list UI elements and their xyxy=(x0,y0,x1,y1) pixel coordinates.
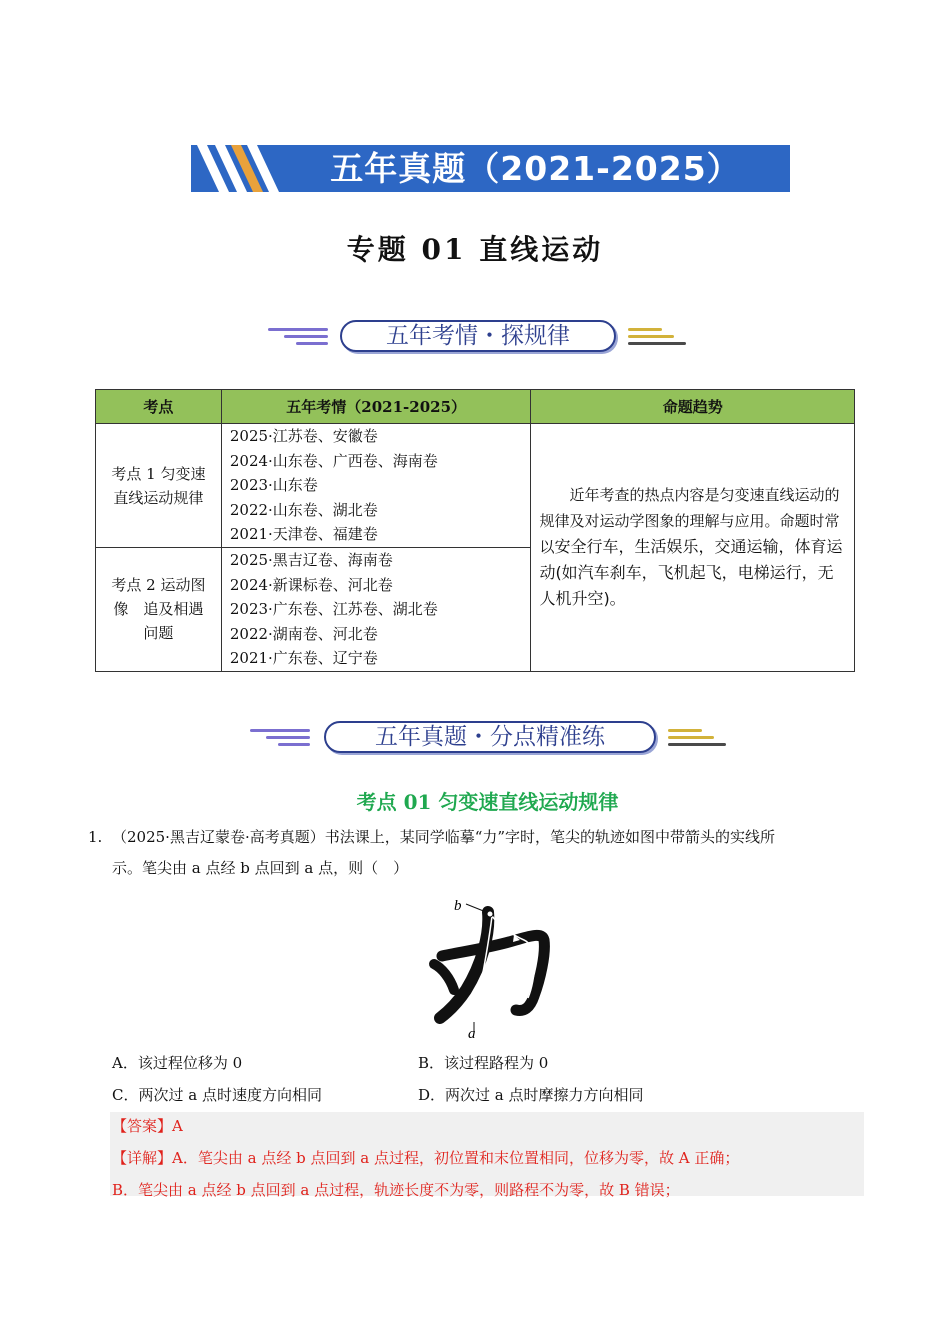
deco-line-left-1 xyxy=(250,729,310,732)
table-header-trend: 命题趋势 xyxy=(531,390,855,424)
kaodian-cell: 考点 2 运动图像 追及相遇问题 xyxy=(96,548,222,672)
year-line: 2021·天津卷、福建卷 xyxy=(229,525,378,544)
year-line: 2024·新课标卷、河北卷 xyxy=(229,575,393,594)
section-header-2 xyxy=(250,721,730,755)
year-line: 2022·山东卷、湖北卷 xyxy=(229,500,378,519)
detail-tag: 【详解】 xyxy=(112,1149,173,1167)
top-banner xyxy=(191,145,790,192)
option-b: B．该过程路程为 0 xyxy=(418,1054,549,1072)
trend-text-part1: 近年考查的热点内容是匀变速直线运动的规律及对运动学图象的理解与应用。命题时常以 xyxy=(539,486,840,557)
detail-a-text: A．笔尖由 a 点经 b 点回到 a 点过程，初位置和末位置相同，位移为零，故 A 正确； xyxy=(172,1149,740,1167)
deco-line-right-1 xyxy=(668,729,702,732)
option-c: C．两次过 a 点时速度方向相同 xyxy=(112,1086,322,1104)
li-character-figure xyxy=(420,894,560,1044)
table-header-kaodian: 考点 xyxy=(96,390,222,424)
question-line-2: 示。笔尖由 a 点经 b 点回到 a 点，则（ ） xyxy=(112,859,409,877)
answer-line: 【答案】A xyxy=(112,1117,183,1135)
detail-line-a xyxy=(112,1147,739,1168)
kaodian-cell: 考点 1 匀变速直线运动规律 xyxy=(96,424,222,548)
deco-line-left-1 xyxy=(268,328,328,331)
years-cell xyxy=(221,548,531,672)
option-a: A．该过程位移为 0 xyxy=(112,1054,243,1072)
year-line: 2023·山东卷 xyxy=(229,476,318,495)
table-header-row xyxy=(96,390,855,424)
question-line-1: （2025·黑吉辽蒙卷·高考真题）书法课上，某同学临摹“力”字时，笔尖的轨迹如图中带箭头的实线所 xyxy=(112,828,776,846)
year-line: 2021·广东卷、辽宁卷 xyxy=(229,649,378,668)
years-cell xyxy=(221,424,531,548)
kaodian-01-title: 考点 01 匀变速直线运动规律 xyxy=(356,790,619,814)
trend-cell xyxy=(531,424,855,672)
year-line: 2023·广东卷、江苏卷、湖北卷 xyxy=(229,600,438,619)
deco-line-right-3 xyxy=(628,342,686,345)
year-line: 2022·湖南卷、河北卷 xyxy=(229,624,378,643)
banner-stripes-icon xyxy=(191,145,281,192)
question-number: 1. xyxy=(88,828,103,846)
kaoqing-table xyxy=(95,389,855,672)
deco-line-right-2 xyxy=(628,335,674,338)
table-header-years: 五年考情（2021-2025） xyxy=(221,390,531,424)
figure-label-b: b xyxy=(454,898,462,914)
year-line: 2025·江苏卷、安徽卷 xyxy=(229,427,378,445)
year-line: 2024·山东卷、广西卷、海南卷 xyxy=(229,451,438,470)
deco-line-right-2 xyxy=(668,736,714,739)
deco-line-right-1 xyxy=(628,328,662,331)
deco-line-left-3 xyxy=(296,342,328,345)
banner-title: 五年真题（2021-2025） xyxy=(330,149,741,188)
option-d: D．两次过 a 点时摩擦力方向相同 xyxy=(418,1086,644,1104)
topic-title: 专题 01 直线运动 xyxy=(346,233,604,266)
deco-line-left-3 xyxy=(278,743,310,746)
deco-line-left-2 xyxy=(284,335,328,338)
year-line: 2025·黑吉辽卷、海南卷 xyxy=(229,551,393,569)
detail-line-b: B．笔尖由 a 点经 b 点回到 a 点过程，轨迹长度不为零，则路程不为零，故 B 错误； xyxy=(112,1181,680,1199)
trend-text-part2: 安全行车，生活娱乐，交通运输，体育运动(如汽车刹车，飞机起飞，电梯运行，无人机升空)。 xyxy=(539,537,843,609)
section-label-1: 五年考情・探规律 xyxy=(340,320,616,352)
section-header-1 xyxy=(268,320,688,354)
section-label-2: 五年真题・分点精准练 xyxy=(324,721,656,753)
deco-line-left-2 xyxy=(266,736,310,739)
deco-line-right-3 xyxy=(668,743,726,746)
table-row xyxy=(96,424,855,548)
figure-label-a: a xyxy=(468,1026,476,1042)
